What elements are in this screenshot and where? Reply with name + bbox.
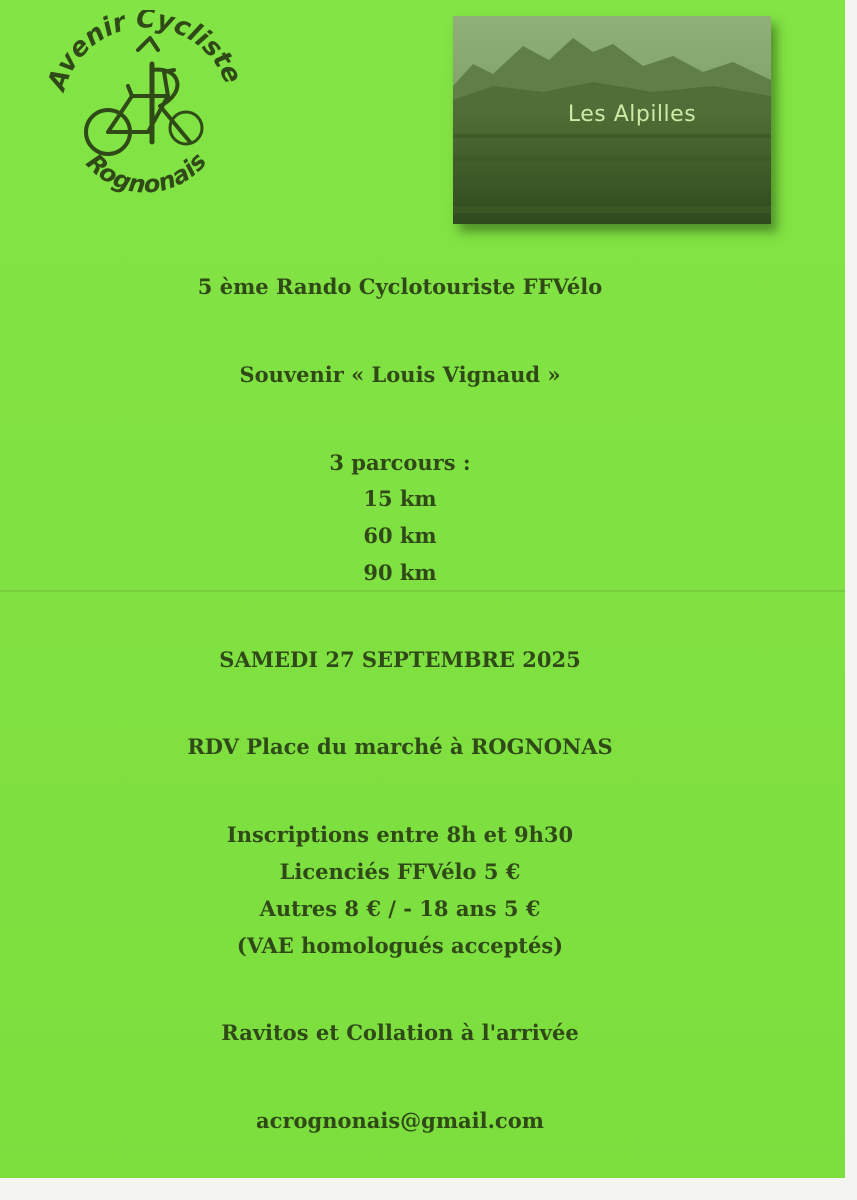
route-item: 90 km (363, 560, 437, 585)
route-item: 60 km (363, 523, 437, 548)
licensed-fee: Licenciés FFVélo 5 € (279, 859, 521, 884)
contact-email: acrognonais@gmail.com (256, 1108, 544, 1133)
event-subtitle: Souvenir « Louis Vignaud » (239, 362, 561, 387)
svg-text:Rognonais (81, 147, 212, 199)
registration-hours: Inscriptions entre 8h et 9h30 (226, 822, 574, 847)
refreshments: Ravitos et Collation à l'arrivée (221, 1020, 579, 1045)
logo-top-text: Avenir Cycliste (42, 10, 248, 95)
svg-text:Avenir Cycliste (41, 10, 247, 96)
logo-bottom-text: Rognonais (80, 147, 213, 199)
event-title: 5 ème Rando Cyclotouriste FFVélo (197, 274, 603, 299)
meeting-point: RDV Place du marché à ROGNONAS (187, 734, 613, 759)
other-fee: Autres 8 € / - 18 ans 5 € (259, 896, 541, 921)
ebike-note: (VAE homologués acceptés) (236, 933, 564, 958)
routes-label: 3 parcours : (329, 450, 471, 475)
fold-line (0, 590, 845, 592)
club-logo (40, 10, 250, 210)
bicycle-icon (86, 38, 202, 154)
mountain-photo (453, 16, 771, 224)
event-date: SAMEDI 27 SEPTEMBRE 2025 (219, 647, 581, 672)
logo-emblem (40, 10, 250, 210)
route-item: 15 km (363, 486, 437, 511)
photo-caption: Les Alpilles (567, 102, 697, 127)
